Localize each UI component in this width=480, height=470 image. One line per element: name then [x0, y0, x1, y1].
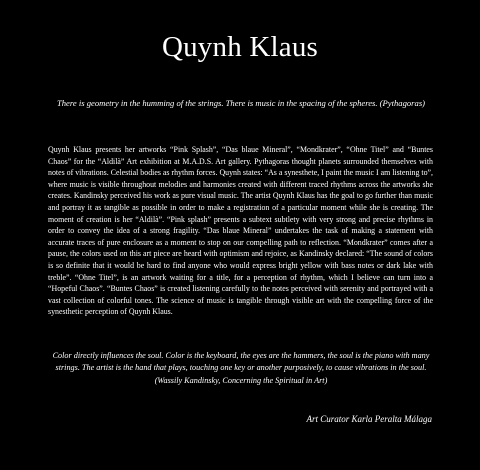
- epigraph-quote: There is geometry in the humming of the strings. There is music in the spacing of the spheres. (Pythagoras): [56, 98, 426, 108]
- curator-signature: Art Curator Karla Peralta Málaga: [306, 414, 432, 424]
- body-paragraph: Quynh Klaus presents her artworks “Pink Splash”, “Das blaue Mineral”, “Mondkrater”, “Ohne Titel” and “Buntes Chaos” for the “Aldilà” Art exhibition at M.A.D.S. Art gallery. Pythagoras thought planets surrounded themselves with notes of vibrations. Celestial bodies as rhythm forces. Quynh states: “As a synesthete, I paint the music I am listening to”, where music is visible throughout melodies and harmonies created with different traced rhythms across the artworks she creates. Kandinsky perceived his work as pure visual music. The artist Quynh Klaus has the goal to go further than music and portray it as tangible as possible in order to make a registration of a particular moment while she is creating. The moment of creation is her “Aldilà”. “Pink splash” presents a subtext subtlety with very strong and precise rhythms in order to convey the idea of a strong fragility. “Das blaue Mineral” undertakes the task of making a statement with accurate traces of pure enclosure as a moment to stop on our compelling path to reflection. “Mondkrater” comes after a pause, the colors used on this art piece are heard with optimism and rejoice, as Kandinsky declared: “The sound of colors is so definite that it would be hard to find anyone who would express bright yellow with bass notes or dark lake with treble”. “Ohne Titel”, is an artwork waiting for a title, for a perception of rhythm, which I believe can turn into a “Hopeful Chaos”. “Buntes Chaos” is created listening carefully to the notes perceived with serenity and portrayed with a vast collection of colorful tones. The science of music is tangible through visible art with the compelling force of the synesthetic perception of Quynh Klaus.: [48, 145, 433, 317]
- page-title: Quynh Klaus: [161, 31, 319, 63]
- closing-quote: Color directly influences the soul. Color is the keyboard, the eyes are the hammers, the soul is the piano with many strings. The artist is the hand that plays, touching one key or another purposively, to cause vibrations in the soul. (Wassily Kandinsky, Concerning the Spiritual in Art): [52, 351, 430, 385]
